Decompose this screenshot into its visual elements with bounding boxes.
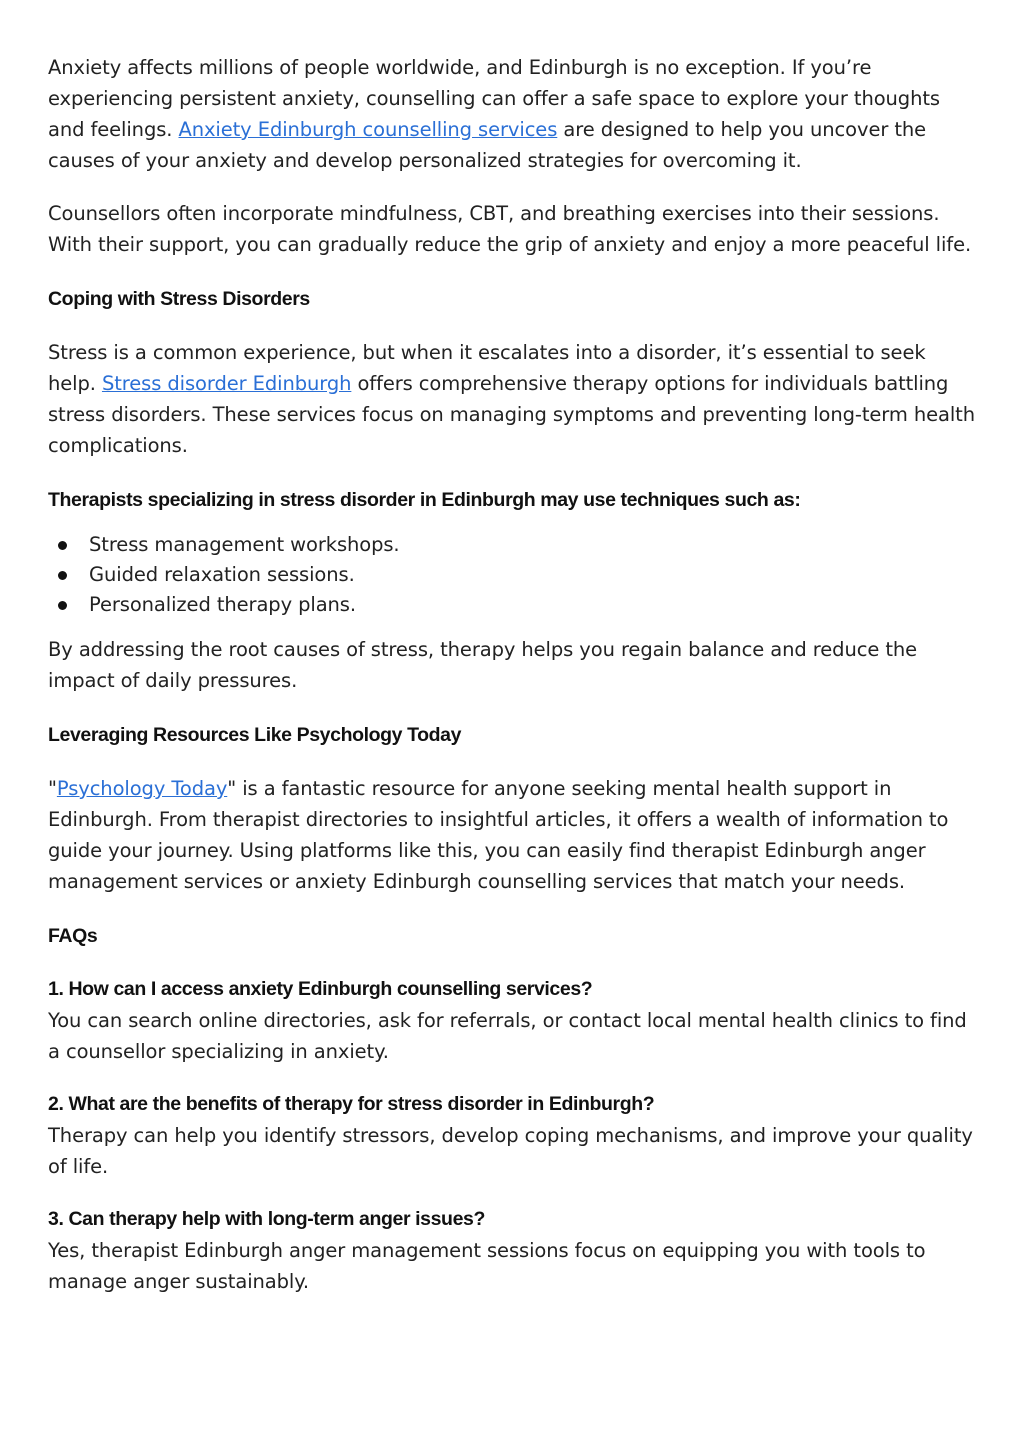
faqs-heading: FAQs (48, 925, 98, 947)
stress-disorder-link[interactable]: Stress disorder Edinburgh (101, 372, 352, 395)
list-item-text: Guided relaxation sessions. (89, 563, 355, 586)
list-item (48, 560, 978, 590)
stress-text-before: Stress is a common experience, but when it escalates into a disorder, it’s essential to seek help. (48, 341, 926, 395)
bullet-icon (58, 601, 67, 610)
faq-question-1: 1. How can I access anxiety Edinburgh counselling services? (48, 978, 593, 1000)
list-item (48, 590, 978, 620)
faq-question-2: 2. What are the benefits of therapy for stress disorder in Edinburgh? (48, 1093, 655, 1115)
faq-answer-1: You can search online directories, ask for referrals, or contact local mental health clinics to find a counsellor specializing in anxiety. (48, 1009, 967, 1063)
quote-open: " (48, 777, 57, 800)
techniques-heading: Therapists specializing in stress disorder in Edinburgh may use techniques such as: (48, 489, 801, 511)
bullet-icon (58, 571, 67, 580)
stress-heading: Coping with Stress Disorders (48, 288, 310, 310)
list-item-text: Personalized therapy plans. (89, 593, 356, 616)
stress-text-after: offers comprehensive therapy options for individuals battling stress disorders. These services focus on managing symptoms and preventing long-term health complications. (48, 372, 975, 457)
intro-paragraph-1 (48, 52, 978, 176)
faq-answer-3: Yes, therapist Edinburgh anger management sessions focus on equipping you with tools to manage anger sustainably. (48, 1239, 926, 1293)
intro-text-after: are designed to help you uncover the causes of your anxiety and develop personalized strategies for overcoming it. (48, 118, 927, 172)
stress-paragraph (48, 337, 978, 461)
psychology-today-link[interactable]: Psychology Today (56, 777, 228, 800)
anxiety-counselling-link[interactable]: Anxiety Edinburgh counselling services (178, 118, 558, 141)
techniques-list (48, 530, 978, 620)
list-item-text: Stress management workshops. (89, 533, 400, 556)
bullet-icon (58, 541, 67, 550)
stress-closing-paragraph: By addressing the root causes of stress, therapy helps you regain balance and reduce the impact of daily pressures. (48, 638, 918, 692)
intro-paragraph-2: Counsellors often incorporate mindfulness, CBT, and breathing exercises into their sessions. With their support, you can gradually reduce the grip of anxiety and enjoy a more peaceful life. (48, 202, 972, 256)
resources-heading: Leveraging Resources Like Psychology Today (48, 724, 462, 746)
faq-answer-2: Therapy can help you identify stressors, develop coping mechanisms, and improve your quality of life. (48, 1124, 973, 1178)
resources-paragraph (48, 773, 978, 897)
intro-text-before: Anxiety affects millions of people worldwide, and Edinburgh is no exception. If you’re experiencing persistent anxiety, counselling can offer a safe space to explore your thoughts and feelings. (48, 56, 940, 141)
list-item (48, 530, 978, 560)
document-page (48, 52, 978, 1297)
resources-text-after: " is a fantastic resource for anyone seeking mental health support in Edinburgh. From therapist directories to insightful articles, it offers a wealth of information to guide your journey. Using platforms like this, you can easily find therapist Edinburgh anger management services or anxiety Edinburgh counselling services that match your needs. (48, 777, 949, 893)
faq-question-3: 3. Can therapy help with long-term anger issues? (48, 1208, 485, 1230)
